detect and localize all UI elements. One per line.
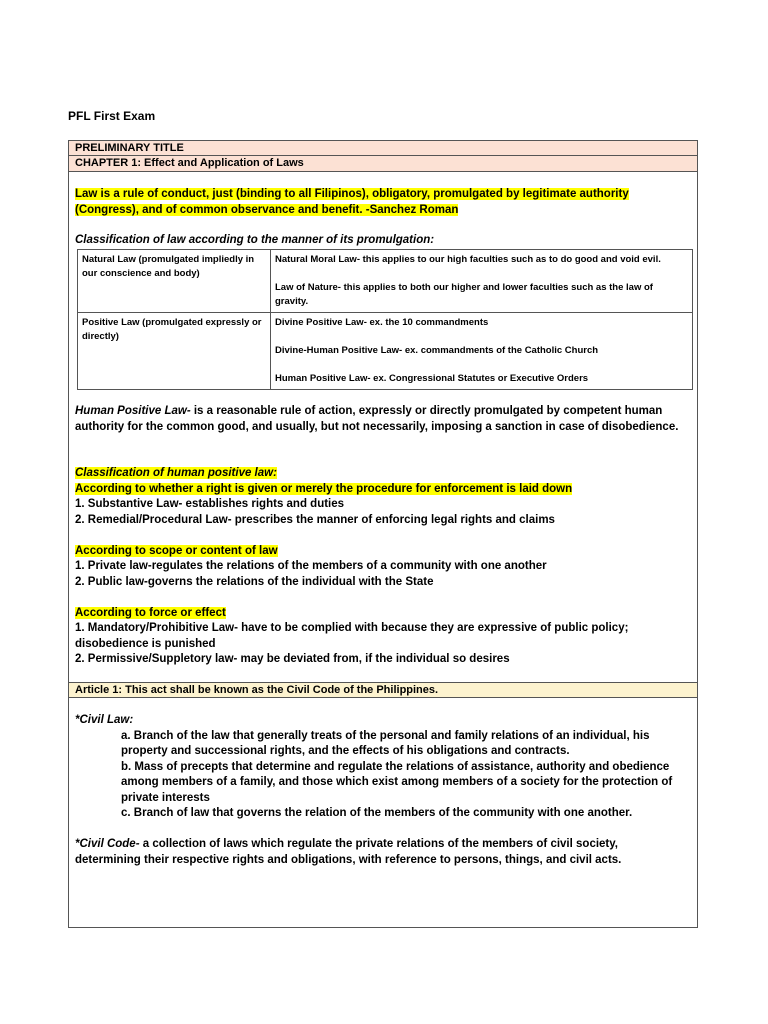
- hpl-paragraph: [75, 404, 685, 435]
- scope-heading-right: According to whether a right is given or merely the procedure for enforcement is laid down: [75, 482, 573, 495]
- civil-law-def-c: c. Branch of law that governs the relation of the members of the community with one another.: [121, 807, 633, 819]
- divine-human-positive-law: Divine-Human Positive Law- ex. commandments of the Catholic Church: [275, 345, 599, 356]
- law-definition: [75, 187, 675, 218]
- civil-code-text: a collection of laws which regulate the private relations of the members of civil society, determining their respective rights and obligations, with reference to persons, things, and civil acts.: [75, 838, 622, 866]
- list-item: 2. Remedial/Procedural Law- prescribes the manner of enforcing legal rights and claims: [75, 513, 555, 526]
- natural-moral-law: Natural Moral Law- this applies to our high faculties such as to do good and void evil.: [275, 254, 661, 265]
- positive-law-detail-cell: [271, 313, 693, 390]
- natural-law-cell: Natural Law (promulgated impliedly in our conscience and body): [78, 250, 271, 313]
- table-row: [78, 313, 693, 390]
- civil-law-def-b: b. Mass of precepts that determine and regulate the relations of assistance, authority and obedience among members of a family, and those which exist among members of a society for the protection of private interests: [121, 760, 673, 804]
- classification-table: [77, 249, 693, 390]
- civil-code-term: *Civil Code-: [75, 838, 140, 850]
- article-1-heading: Article 1: This act shall be known as the Civil Code of the Philippines.: [69, 682, 697, 698]
- list-item: 2. Permissive/Suppletory law- may be deviated from, if the individual so desires: [75, 653, 510, 665]
- document-title: PFL First Exam: [68, 109, 156, 123]
- human-positive-law: Human Positive Law- ex. Congressional Statutes or Executive Orders: [275, 373, 589, 384]
- divine-positive-law: Divine Positive Law- ex. the 10 commandments: [275, 317, 489, 328]
- hpl-classification: [75, 466, 685, 668]
- civil-law-def-a: a. Branch of the law that generally treats of the personal and family relations of an individual, his property and successional rights, and the effects of his obligations and contracts.: [121, 729, 650, 757]
- table-row: [78, 250, 693, 313]
- list-item: 1. Substantive Law- establishes rights and duties: [75, 498, 345, 510]
- positive-law-cell: Positive Law (promulgated expressly or directly): [78, 313, 271, 390]
- hpl-term: Human Positive Law-: [75, 405, 191, 417]
- civil-law-term: *Civil Law:: [75, 714, 134, 726]
- hpl-text: is a reasonable rule of action, expressly or directly promulgated by competent human authority for the common good, and usually, but not necessarily, imposing a sanction in case of disobedience.: [75, 405, 679, 433]
- law-of-nature: Law of Nature- this applies to both our higher and lower faculties such as the law of gravity.: [275, 282, 653, 307]
- list-item: 1. Private law-regulates the relations of the members of a community with one another: [75, 560, 547, 572]
- civil-law-section: [75, 713, 685, 868]
- hpl-classification-heading: Classification of human positive law:: [75, 467, 277, 479]
- natural-law-detail-cell: [271, 250, 693, 313]
- civil-code-paragraph: [75, 837, 685, 868]
- classification-heading: Classification of law according to the manner of its promulgation:: [75, 234, 435, 246]
- list-item: 1. Mandatory/Prohibitive Law- have to be complied with because they are expressive of public policy; disobedience is punished: [75, 622, 629, 650]
- chapter-title: CHAPTER 1: Effect and Application of Laws: [69, 156, 697, 172]
- scope-heading-force: According to force or effect: [75, 606, 226, 619]
- preliminary-title: PRELIMINARY TITLE: [69, 141, 697, 156]
- scope-heading-content: According to scope or content of law: [75, 544, 278, 557]
- law-definition-text: Law is a rule of conduct, just (binding to all Filipinos), obligatory, promulgated by legitimate authority (Congress), and of common observance and benefit. -Sanchez Roman: [75, 188, 629, 216]
- list-item: 2. Public law-governs the relations of the individual with the State: [75, 575, 434, 588]
- content-frame: [68, 140, 698, 928]
